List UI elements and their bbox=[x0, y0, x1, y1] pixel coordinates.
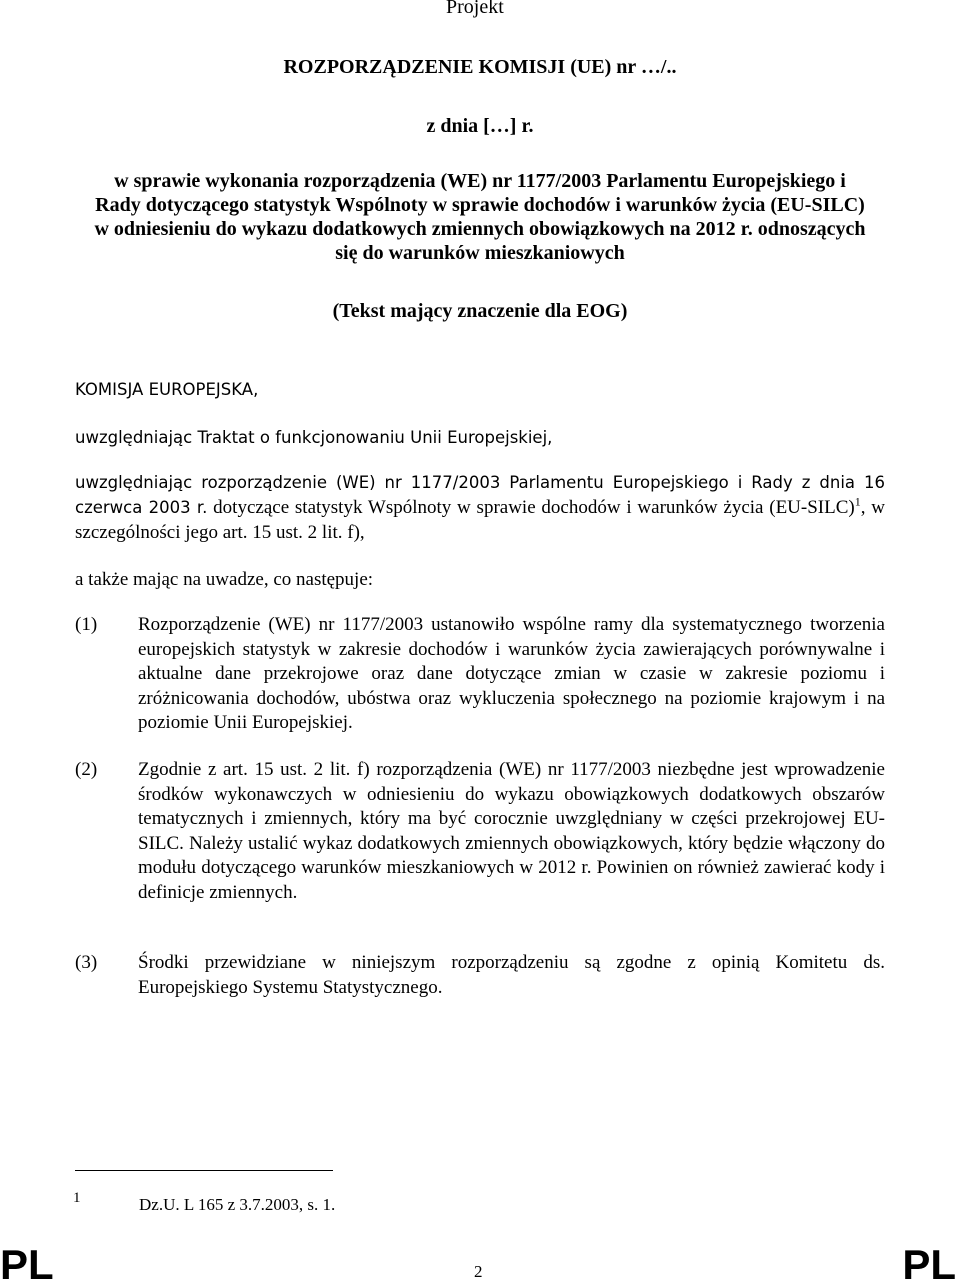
document-title: ROZPORZĄDZENIE KOMISJI (UE) nr …/.. bbox=[283, 56, 677, 78]
document-subject: w sprawie wykonania rozporządzenia (WE) nr 1177/2003 Parlamentu Europejskiego i Rady dotyczącego statystyk Wspólnoty w sprawie dochodów i warunków życia (EU-SILC) w odniesieniu do wykazu dodatkowych zmiennych obowiązkowych na 2012 r. odnoszących się do warunków mieszkaniowych bbox=[94, 170, 866, 264]
recital-1 bbox=[75, 613, 885, 736]
recital-text: Środki przewidziane w niniejszym rozporządzeniu są zgodne z opinią Komitetu ds. Europejskiego Systemu Statystycznego. bbox=[138, 952, 885, 998]
recital-number: (3) bbox=[75, 952, 98, 973]
language-code-right: PL bbox=[902, 1241, 956, 1288]
citation-regulation-part1: uwzględniając rozporządzenie (WE) nr 1177/2003 Parlamentu Europejskiego i Rady z dnia 16 czerwca 2003 r. bbox=[75, 473, 885, 517]
projekt-label: Projekt bbox=[446, 0, 504, 18]
language-code-left: PL bbox=[0, 1241, 54, 1288]
recital-3 bbox=[75, 951, 885, 1000]
citation-treaty: uwzględniając Traktat o funkcjonowaniu Unii Europejskiej, bbox=[75, 428, 553, 447]
page-number: 2 bbox=[474, 1262, 483, 1281]
recital-2 bbox=[75, 758, 885, 905]
footnote-reference[interactable]: 1 bbox=[854, 494, 861, 509]
citation-regulation bbox=[75, 470, 885, 545]
document-date: z dnia […] r. bbox=[426, 115, 534, 137]
footnote-number: 1 bbox=[73, 1190, 81, 1206]
eea-relevance-note: (Tekst mający znaczenie dla EOG) bbox=[332, 300, 628, 322]
recital-text: Zgodnie z art. 15 ust. 2 lit. f) rozporządzenia (WE) nr 1177/2003 niezbędne jest wprowadzenie środków wykonawczych w odniesieniu do wykazu obowiązkowych dodatkowych obszarów tematycznych i zmiennych, który ma być corocznie uwzględniany w części przekrojowej EU-SILC. Należy ustalić wykaz dodatkowych zmiennych obowiązkowych, który będzie włączony do modułu dotyczącego warunków mieszkaniowych w 2012 r. Powinien on również zawierać kody i definicje zmiennych. bbox=[138, 759, 885, 903]
recital-text: Rozporządzenie (WE) nr 1177/2003 ustanowiło wspólne ramy dla systematycznego tworzenia europejskich statystyk w zakresie dochodów i warunków życia zawierających porównywalne i aktualne dane przekrojowe oraz dane dotyczące zmian w czasie w zakresie poziomu i zróżnicowania dochodów, ubóstwa oraz wykluczenia społecznego na poziomie krajowym i na poziomie Unii Europejskiej. bbox=[138, 614, 885, 733]
recital-number: (2) bbox=[75, 759, 98, 780]
whereas-intro: a także mając na uwadze, co następuje: bbox=[75, 569, 374, 590]
commission-heading: KOMISJA EUROPEJSKA, bbox=[75, 380, 259, 399]
recital-number: (1) bbox=[75, 614, 98, 635]
citation-regulation-part3: , w szczególności jego art. 15 ust. 2 lit. f), bbox=[75, 497, 885, 543]
citation-regulation-part2: dotyczące statystyk Wspólnoty w sprawie dochodów i warunków życia (EU-SILC) bbox=[207, 497, 855, 518]
footnote-separator bbox=[75, 1170, 333, 1171]
footnote-text: Dz.U. L 165 z 3.7.2003, s. 1. bbox=[139, 1195, 336, 1214]
